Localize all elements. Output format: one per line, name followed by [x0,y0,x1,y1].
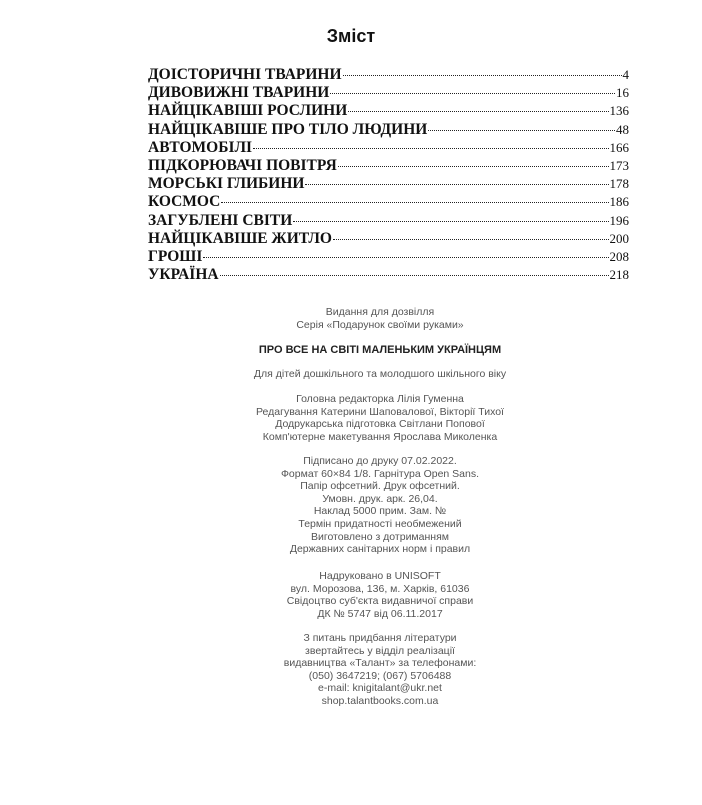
contact-line: З питань придбання літератури [303,632,457,644]
credit-line: Комп'ютерне макетування Ярослава Миколенка [262,430,498,443]
toc-entry-label: ПІДКОРЮВАЧІ ПОВІТРЯ [148,156,337,174]
book-title: ПРО ВСЕ НА СВІТІ МАЛЕНЬКИМ УКРАЇНЦЯМ [258,344,502,356]
toc-leader-dots [305,183,608,185]
toc-entry-label: УКРАЇНА [148,266,219,284]
toc-entry-label: ГРОШІ [148,247,203,265]
toc-entry-label: ДИВОВИЖНІ ТВАРИНИ [148,84,330,102]
imprint-audience-block [150,368,610,381]
imprint-intro [150,306,610,331]
print-detail-line: Термін придатності необмежений [298,517,462,530]
contact-line: видавництва «Талант» за телефонами: [283,657,477,670]
series-name: Серія «Подарунок своїми руками» [296,318,464,331]
toc-entry-page: 178 [609,176,629,192]
print-detail-line: Підписано до друку 07.02.2022. [303,455,457,467]
contact-line: звертайтесь у відділ реалізації [305,644,455,657]
toc-entry [148,157,629,175]
toc-entry [148,66,629,84]
toc-entry-page: 16 [616,85,629,101]
printer-line: Надруковано в UNISOFT [319,570,441,582]
toc-entry [148,121,629,139]
toc-entry-page: 218 [609,267,629,283]
toc-entry-page: 136 [609,103,629,119]
print-detail-line: Папір офсетний. Друк офсетний. [300,480,460,493]
toc-entry-page: 208 [609,248,629,264]
toc-leader-dots [293,220,608,222]
toc-leader-dots [348,110,608,112]
toc-entry-label: НАЙЦІКАВІШІ РОСЛИНИ [148,102,348,120]
imprint-title-block [150,344,610,357]
print-detail-line: Умовн. друк. арк. 26,04. [322,492,438,505]
printer-line: ДК № 5747 від 06.11.2017 [317,607,443,620]
toc-entry-label: МОРСЬКІ ГЛИБИНИ [148,175,305,193]
print-detail-line: Виготовлено з дотриманням [310,530,449,543]
toc-leader-dots [221,201,608,203]
contact-line: (050) 3647219; (067) 5706488 [308,669,452,682]
toc-entry-label: КОСМОС [148,193,221,211]
toc-entry [148,266,629,284]
toc-entry-page: 173 [609,157,629,173]
toc-leader-dots [333,238,609,240]
toc-entry [148,248,629,266]
toc-entry [148,175,629,193]
toc-entry-page: 48 [616,121,629,137]
toc-leader-dots [343,74,622,76]
toc-entry-label: НАЙЦІКАВІШЕ ЖИТЛО [148,229,332,247]
print-detail-line: Наклад 5000 прим. Зам. № [313,505,447,518]
toc-entry-page: 166 [609,139,629,155]
contacts-block [150,632,610,708]
toc-entry-label: АВТОМОБІЛІ [148,138,253,156]
print-details-block [150,455,610,556]
contact-line: shop.talantbooks.com.ua [321,694,439,707]
toc-entry-label: НАЙЦІКАВІШЕ ПРО ТІЛО ЛЮДИНИ [148,120,428,138]
table-of-contents [148,66,629,284]
toc-leader-dots [338,165,609,167]
toc-entry [148,84,629,102]
toc-leader-dots [220,274,609,276]
toc-entry-page: 196 [609,212,629,228]
credit-line: Додрукарська підготовка Світлани Попової [275,418,485,431]
edition-type: Видання для дозвілля [325,306,435,318]
toc-leader-dots [253,147,608,149]
audience-note: Для дітей дошкільного та молодшого шкільного віку [253,368,507,380]
toc-entry [148,102,629,120]
print-detail-line: Державних санітарних норм і правил [289,543,471,556]
toc-entry [148,230,629,248]
toc-leader-dots [428,129,615,131]
toc-entry-page: 4 [622,67,629,82]
toc-leader-dots [330,92,615,94]
toc-entry-page: 200 [609,230,629,246]
toc-entry-label: ЗАГУБЛЕНІ СВІТИ [148,211,293,229]
credits-block [150,393,610,443]
printer-line: вул. Морозова, 136, м. Харків, 61036 [290,582,470,595]
toc-entry-label: ДОІСТОРИЧНІ ТВАРИНИ [148,66,342,83]
printer-line: Свідоцтво суб'єкта видавничої справи [286,595,474,608]
toc-title: Зміст [326,26,376,46]
toc-entry [148,139,629,157]
credit-line: Редагування Катерини Шаповалової, Вікторії Тихої [256,405,504,418]
print-detail-line: Формат 60×84 1/8. Гарнітура Open Sans. [280,467,480,480]
toc-leader-dots [203,256,608,258]
toc-entry [148,193,629,211]
printer-block [150,570,610,620]
toc-entry [148,212,629,230]
toc-entry-page: 186 [609,194,629,210]
credit-line: Головна редакторка Лілія Гуменна [296,393,464,405]
contact-line: e-mail: knigitalant@ukr.net [318,682,442,695]
